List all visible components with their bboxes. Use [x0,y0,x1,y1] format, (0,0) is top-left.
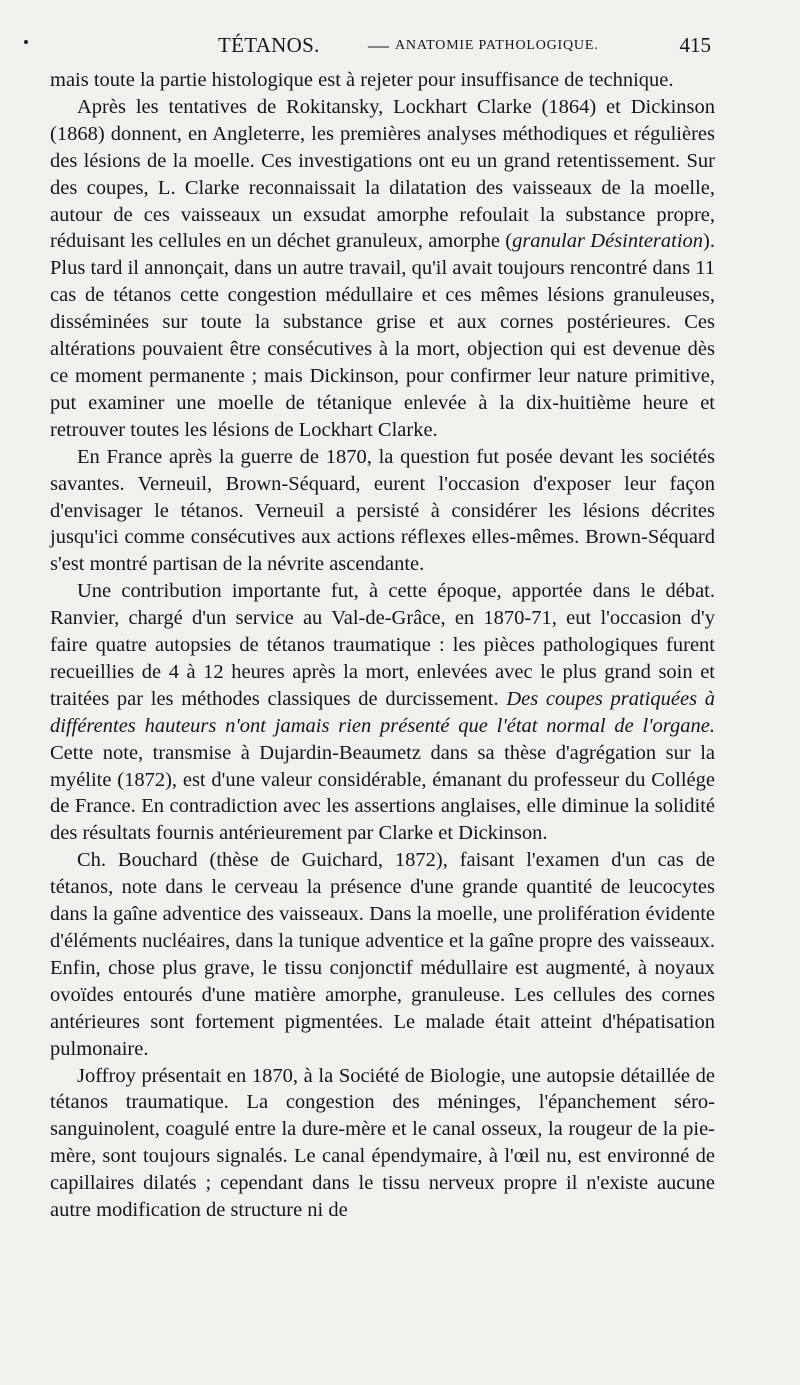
running-header [50,31,715,61]
header-separator: — [368,33,389,57]
body-text [50,67,715,1224]
paragraph [50,1063,715,1224]
paragraph [50,94,715,444]
italic-text: Des coupes pratiquées à différentes hauteurs n'ont jamais rien présenté que l'état normal de l'organe. [50,687,715,737]
text-run: En France après la guerre de 1870, la question fut posée devant les sociétés savantes. Verneuil, Brown-Séquard, eurent l'occasion d'exposer leur façon d'envisager le tétanos. Verneuil a persisté à considérer les lésions décrites jusqu'ici comme consécutives aux actions réflexes elles-mêmes. Brown-Séquard s'est montré partisan de la névrite ascendante. [50,445,715,576]
text-run: ). Plus tard il annonçait, dans un autre travail, qu'il avait toujours rencontré dans 11 cas de tétanos cette congestion médullaire et ces mêmes lésions granuleuses, disséminées sur toute la substance grise et aux cornes postérieures. Ces altérations pouvaient être consécutives à la mort, objection qui est devenue dès ce moment permanente ; mais Dickinson, pour confirmer leur nature primitive, put examiner une moelle de tétanique enlevée à la dix-huitième heure et retrouver toutes les lésions de Lockhart Clarke. [50,230,715,441]
text-run: Ch. Bouchard (thèse de Guichard, 1872), faisant l'examen d'un cas de tétanos, note dans le cerveau la présence d'une grande quantité de leucocytes dans la gaîne adventice des vaisseaux. Dans la moelle, une prolifération évidente d'éléments nucléaires, dans la tunique adventice et la gaîne propre des vaisseaux. Enfin, chose plus grave, le tissu conjonctif médullaire est augmenté, à noyaux ovoïdes entourés d'une matière amorphe, granuleuse. Les cellules des cornes antérieures sont fortement pigmentées. Le malade était atteint d'hépatisation pulmonaire. [50,849,715,1060]
margin-mark [24,40,28,44]
paragraph [50,578,715,847]
paragraph [50,444,715,579]
header-title: TÉTANOS. [218,33,320,57]
text-run: Joffroy présentait en 1870, à la Société de Biologie, une autopsie détaillée de tétanos traumatique. La congestion des méninges, l'épanchement séro-sanguinolent, coagulé entre la dure-mère et le canal osseux, la rougeur de la pie-mère, sont toujours signalés. Le canal épendymaire, à l'œil nu, est environné de capillaires dilatés ; cependant dans le tissu nerveux propre il n'existe aucune autre modification de structure ni de [50,1064,715,1222]
text-run: Une contribution importante fut, à cette époque, apportée dans le débat. Ranvier, chargé d'un service au Val-de-Grâce, en 1870-71, eut l'occasion d'y faire quatre autopsies de tétanos traumatique : les pièces pathologiques furent recueillies de 4 à 12 heures après la mort, enlevées avec le plus grand soin et traitées par les méthodes classiques de durcissement. [50,580,715,710]
page-number: 415 [679,33,711,57]
text-run: Cette note, transmise à Dujardin-Beaumetz dans sa thèse d'agrégation sur la myélite (1872), est d'une valeur considérable, émanant du professeur du Collége de France. En contradiction avec les assertions anglaises, elle diminue la solidité des résultats fournis antérieurement par Clarke et Dickinson. [50,741,715,845]
text-run: Après les tentatives de Rokitansky, Lockhart Clarke (1864) et Dickinson (1868) donnent, en Angleterre, les premières analyses méthodiques et régulières des lésions de la moelle. Ces investigations ont eu un grand retentissement. Sur des coupes, L. Clarke reconnaissait la dilatation des vaisseaux de la moelle, autour de ces vaisseaux un exsudat amorphe refoulait la substance propre, réduisant les cellules en un déchet granuleux, amorphe ( [50,95,715,253]
text-run: mais toute la partie histologique est à rejeter pour insuffisance de technique. [50,69,674,91]
paragraph [50,847,715,1062]
header-section: ANATOMIE PATHOLOGIQUE. [395,38,599,53]
italic-text: granular Désinteration [512,230,704,253]
paragraph [50,67,715,94]
